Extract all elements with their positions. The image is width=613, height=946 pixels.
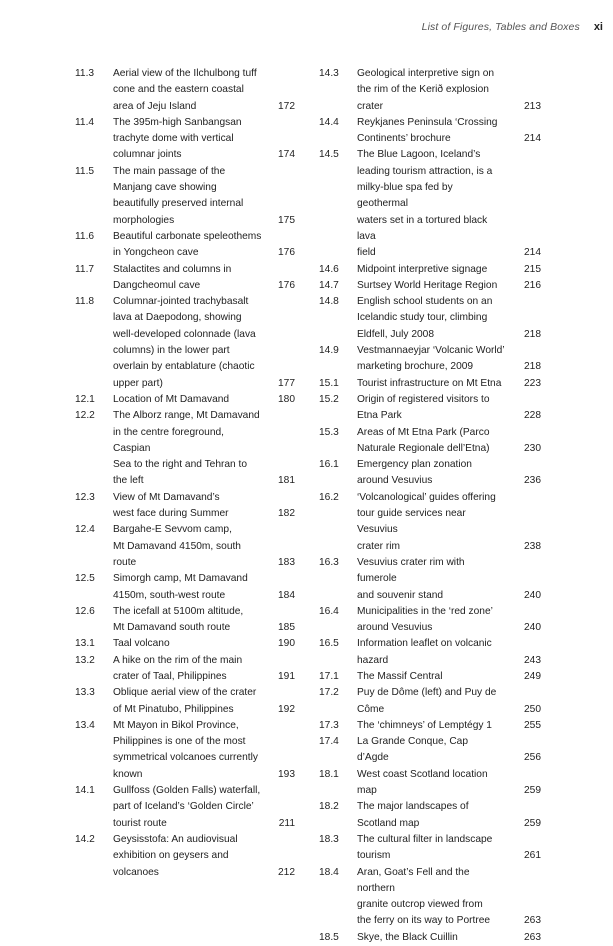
figure-page: 211 <box>278 817 295 829</box>
figure-caption <box>357 392 509 425</box>
figure-entry <box>75 408 295 489</box>
caption-line: Philippines is one of the most <box>113 736 246 748</box>
figure-entry <box>319 636 541 669</box>
figure-list-left-column <box>75 66 295 881</box>
figure-entry <box>319 147 541 261</box>
caption-line: Côme <box>357 703 385 715</box>
figure-page: 218 <box>524 361 541 373</box>
caption-line: Location of Mt Damavand <box>113 393 230 405</box>
caption-line: leading tourism attraction, is a <box>357 165 493 177</box>
caption-line: the rim of the Kerið explosion <box>357 84 489 96</box>
figure-caption <box>357 147 509 261</box>
figure-caption <box>113 653 268 686</box>
caption-line: Reykjanes Peninsula ‘Crossing <box>357 116 498 128</box>
caption-line: Eldfell, July 2008 <box>357 328 435 340</box>
figure-caption <box>113 685 268 718</box>
figure-caption <box>113 783 268 832</box>
caption-line: Origin of registered visitors to <box>357 393 490 405</box>
figure-caption <box>357 636 509 669</box>
figure-number: 16.1 <box>319 459 339 471</box>
figure-entry <box>75 115 295 164</box>
figure-entry <box>319 294 541 343</box>
caption-line: of Mt Pinatubo, Philippines <box>113 703 234 715</box>
figure-caption <box>357 376 509 392</box>
figure-page: 261 <box>524 850 541 862</box>
figure-entry <box>75 636 295 652</box>
figure-caption <box>357 604 509 637</box>
figure-entry <box>75 783 295 832</box>
figure-entry <box>319 669 541 685</box>
caption-line: upper part) <box>113 377 163 389</box>
figure-page: 223 <box>524 377 541 389</box>
figure-page: 174 <box>278 149 295 161</box>
figure-number: 14.9 <box>319 345 339 357</box>
figure-number: 13.1 <box>75 638 95 650</box>
caption-line: The icefall at 5100m altitude, <box>113 605 244 617</box>
figure-page: 255 <box>524 719 541 731</box>
figure-entry <box>319 734 541 767</box>
figure-page: 212 <box>278 866 295 878</box>
caption-line: Municipalities in the ‘red zone’ <box>357 605 493 617</box>
caption-line: tourism <box>357 850 391 862</box>
figure-number: 14.8 <box>319 296 339 308</box>
figure-page: 180 <box>278 393 295 405</box>
figure-number: 12.3 <box>75 491 95 503</box>
figure-number: 11.5 <box>75 165 95 177</box>
figure-number: 14.6 <box>319 263 339 275</box>
figure-caption <box>113 522 268 571</box>
figure-page: 256 <box>524 752 541 764</box>
caption-line: The Blue Lagoon, Iceland’s <box>357 149 481 161</box>
caption-line: The Alborz range, Mt Damavand <box>113 410 260 422</box>
figure-page: 176 <box>278 279 295 291</box>
figure-number: 18.3 <box>319 833 339 845</box>
figure-page: 243 <box>524 654 541 666</box>
figure-entry <box>319 425 541 458</box>
caption-line: trachyte dome with vertical <box>113 133 234 145</box>
figure-page: 236 <box>524 475 541 487</box>
caption-line: area of Jeju Island <box>113 100 197 112</box>
figure-entry <box>319 930 541 946</box>
figure-entry <box>319 865 541 930</box>
figure-entry <box>75 832 295 881</box>
figure-number: 16.4 <box>319 605 339 617</box>
figure-page: 172 <box>278 100 295 112</box>
caption-line: crater of Taal, Philippines <box>113 670 227 682</box>
caption-line: The cultural filter in landscape <box>357 833 493 845</box>
caption-line: Gullfoss (Golden Falls) waterfall, <box>113 785 261 797</box>
caption-line: around Vesuvius <box>357 475 433 487</box>
caption-line: Geological interpretive sign on <box>357 68 495 79</box>
caption-line: Vestmannaeyjar ‘Volcanic World’ <box>357 345 505 357</box>
figure-caption <box>113 66 268 115</box>
figure-entry <box>75 262 295 295</box>
figure-page: 192 <box>278 703 295 715</box>
caption-line: Aran, Goat’s Fell and the northern <box>357 866 470 894</box>
figure-list-right-column <box>319 66 541 946</box>
caption-line: Taal volcano <box>113 638 170 650</box>
figure-entry <box>75 294 295 392</box>
figure-page: 191 <box>278 670 295 682</box>
caption-line: field <box>357 247 376 259</box>
figure-number: 15.1 <box>319 377 339 389</box>
caption-line: Tourist infrastructure on Mt Etna <box>357 377 502 389</box>
caption-line: columnar joints <box>113 149 182 161</box>
figure-page: 214 <box>524 133 541 145</box>
figure-number: 16.3 <box>319 556 339 568</box>
caption-line: English school students on an <box>357 296 493 308</box>
caption-line: Skye, the Black Cuillin <box>357 931 458 943</box>
figure-caption <box>357 799 509 832</box>
figure-caption <box>113 490 268 523</box>
figure-caption <box>113 392 268 408</box>
figure-caption <box>113 229 268 262</box>
figure-page: 177 <box>278 377 295 389</box>
figure-entry <box>319 343 541 376</box>
caption-line: columns) in the lower part <box>113 345 230 357</box>
caption-line: part of Iceland’s ‘Golden Circle’ <box>113 801 254 813</box>
caption-line: Oblique aerial view of the crater <box>113 687 257 699</box>
figure-entry <box>319 604 541 637</box>
figure-entry <box>75 653 295 686</box>
caption-line: hazard <box>357 654 389 666</box>
figure-caption <box>357 555 509 604</box>
caption-line: The Massif Central <box>357 670 443 682</box>
figure-page: 213 <box>524 100 541 112</box>
figure-number: 18.2 <box>319 801 339 813</box>
caption-line: Icelandic study tour, climbing <box>357 312 488 324</box>
figure-entry <box>75 604 295 637</box>
caption-line: Emergency plan zonation <box>357 459 472 471</box>
caption-line: Scotland map <box>357 817 420 829</box>
figure-number: 12.4 <box>75 524 95 536</box>
figure-number: 14.1 <box>75 785 95 797</box>
caption-line: symmetrical volcanoes currently <box>113 752 258 764</box>
figure-caption <box>113 718 268 783</box>
figure-number: 14.2 <box>75 833 95 845</box>
figure-entry <box>319 718 541 734</box>
caption-line: exhibition on geysers and <box>113 850 229 862</box>
figure-page: 263 <box>524 931 541 943</box>
caption-line: lava at Daepodong, showing <box>113 312 242 324</box>
figure-number: 11.3 <box>75 68 95 79</box>
figure-entry <box>319 767 541 800</box>
figure-caption <box>357 66 509 115</box>
figure-number: 18.1 <box>319 768 339 780</box>
figure-entry <box>319 66 541 115</box>
figure-number: 15.3 <box>319 426 339 438</box>
caption-line: Mt Damavand 4150m, south <box>113 540 241 552</box>
figure-caption <box>113 604 268 637</box>
figure-caption <box>357 278 509 294</box>
figure-caption <box>113 164 268 229</box>
caption-line: Surtsey World Heritage Region <box>357 279 498 291</box>
figure-page: 240 <box>524 622 541 634</box>
caption-line: Stalactites and columns in <box>113 263 232 275</box>
figure-entry <box>75 164 295 229</box>
caption-line: overlain by entablature (chaotic <box>113 361 255 373</box>
figure-page: 182 <box>278 508 295 520</box>
figure-page: 181 <box>278 475 295 487</box>
figure-entry <box>319 392 541 425</box>
figure-caption <box>357 685 509 718</box>
caption-line: A hike on the rim of the main <box>113 654 243 666</box>
figure-number: 16.5 <box>319 638 339 650</box>
figure-caption <box>357 718 509 734</box>
figure-number: 13.2 <box>75 654 95 666</box>
figure-number: 11.6 <box>75 230 95 242</box>
figure-page: 193 <box>278 768 295 780</box>
caption-line: Information leaflet on volcanic <box>357 638 492 650</box>
figure-caption <box>113 294 268 392</box>
figure-number: 17.4 <box>319 736 339 748</box>
figure-caption <box>357 832 509 865</box>
caption-line: Manjang cave showing <box>113 182 217 194</box>
figure-caption <box>357 767 509 800</box>
figure-number: 16.2 <box>319 491 339 503</box>
figure-caption <box>113 408 268 489</box>
caption-line: volcanoes <box>113 866 159 878</box>
caption-line: The ‘chimneys’ of Lemptégy 1 <box>357 719 492 731</box>
caption-line: Continents’ brochure <box>357 133 451 145</box>
caption-line: the ferry on its way to Portree <box>357 915 491 927</box>
figure-page: 184 <box>278 589 295 601</box>
figure-caption <box>357 930 509 946</box>
figure-entry <box>319 832 541 865</box>
figure-entry <box>319 262 541 278</box>
figure-page: 176 <box>278 247 295 259</box>
figure-page: 214 <box>524 247 541 259</box>
figure-caption <box>357 425 509 458</box>
caption-line: crater <box>357 100 384 112</box>
figure-entry <box>319 555 541 604</box>
caption-line: in Yongcheon cave <box>113 247 199 259</box>
figure-caption <box>357 457 509 490</box>
figure-page: 240 <box>524 589 541 601</box>
caption-line: well-developed colonnade (lava <box>113 328 256 340</box>
figure-caption <box>113 115 268 164</box>
caption-line: tour guide services near Vesuvius <box>357 508 466 536</box>
caption-line: tourist route <box>113 817 167 829</box>
figure-caption <box>357 865 509 930</box>
figure-page: 263 <box>524 915 541 927</box>
figure-number: 14.3 <box>319 68 339 79</box>
caption-line: Beautiful carbonate speleothems <box>113 230 262 242</box>
caption-line: Dangcheomul cave <box>113 279 201 291</box>
figure-number: 12.1 <box>75 393 95 405</box>
caption-line: Vesuvius crater rim with fumerole <box>357 556 465 585</box>
figure-caption <box>113 571 268 604</box>
caption-line: Mt Damavand south route <box>113 622 231 634</box>
caption-line: the left <box>113 475 144 487</box>
figure-caption <box>113 636 268 652</box>
figure-number: 14.5 <box>319 149 339 161</box>
figure-entry <box>75 685 295 718</box>
figure-caption <box>113 832 268 881</box>
figure-entry <box>75 522 295 571</box>
figure-page: 216 <box>524 279 541 291</box>
caption-line: route <box>113 556 137 568</box>
caption-line: granite outcrop viewed from <box>357 899 483 911</box>
caption-line: west face during Summer <box>113 508 229 520</box>
caption-line: Columnar-jointed trachybasalt <box>113 296 249 308</box>
figure-page: 230 <box>524 442 541 454</box>
figure-entry <box>319 490 541 555</box>
caption-line: Midpoint interpretive signage <box>357 263 488 275</box>
figure-entry <box>75 718 295 783</box>
caption-line: La Grande Conque, Cap <box>357 736 469 748</box>
page-number: xi <box>593 21 603 33</box>
caption-line: cone and the eastern coastal <box>113 84 244 96</box>
figure-number: 17.3 <box>319 719 339 731</box>
caption-line: Mt Mayon in Bikol Province, <box>113 719 239 731</box>
figure-page: 183 <box>278 556 295 568</box>
figure-caption <box>357 294 509 343</box>
figure-caption <box>357 669 509 685</box>
running-header-title: List of Figures, Tables and Boxes <box>421 21 580 33</box>
caption-line: Sea to the right and Tehran to <box>113 459 248 471</box>
figure-entry <box>319 685 541 718</box>
figure-number: 11.7 <box>75 263 95 275</box>
caption-line: around Vesuvius <box>357 622 433 634</box>
figure-entry <box>75 66 295 115</box>
figure-entry <box>75 229 295 262</box>
figure-page: 228 <box>524 410 541 422</box>
caption-line: morphologies <box>113 214 175 226</box>
figure-number: 18.4 <box>319 866 339 878</box>
caption-line: Naturale Regionale dell’Etna) <box>357 442 490 454</box>
caption-line: d’Agde <box>357 752 389 764</box>
figure-entry <box>319 115 541 148</box>
caption-line: ‘Volcanological’ guides offering <box>357 491 496 503</box>
caption-line: known <box>113 768 143 780</box>
figure-caption <box>113 262 268 295</box>
figure-number: 11.4 <box>75 116 95 128</box>
figure-caption <box>357 262 509 278</box>
caption-line: Aerial view of the Ilchulbong tuff <box>113 68 257 79</box>
running-header <box>422 19 603 35</box>
figure-entry <box>319 457 541 490</box>
figure-number: 15.2 <box>319 393 339 405</box>
caption-line: Puy de Dôme (left) and Puy de <box>357 687 497 699</box>
caption-line: in the centre foreground, Caspian <box>113 426 225 454</box>
figure-number: 12.5 <box>75 573 95 585</box>
figure-number: 17.2 <box>319 687 339 699</box>
figure-entry <box>75 571 295 604</box>
figure-page: 250 <box>524 703 541 715</box>
figure-caption <box>357 490 509 555</box>
caption-line: milky-blue spa fed by geothermal <box>357 182 453 210</box>
figure-number: 13.3 <box>75 687 95 699</box>
caption-line: 4150m, south-west route <box>113 589 226 601</box>
caption-line: waters set in a tortured black lava <box>357 214 488 242</box>
caption-line: West coast Scotland location <box>357 768 488 780</box>
caption-line: View of Mt Damavand’s <box>113 491 220 503</box>
figure-page: 218 <box>524 328 541 340</box>
figure-page: 215 <box>524 263 541 275</box>
figure-number: 12.6 <box>75 605 95 617</box>
caption-line: and souvenir stand <box>357 589 444 601</box>
figure-entry <box>75 490 295 523</box>
figure-number: 12.2 <box>75 410 95 422</box>
figure-page: 249 <box>524 670 541 682</box>
caption-line: The major landscapes of <box>357 801 469 813</box>
caption-line: marketing brochure, 2009 <box>357 361 474 373</box>
figure-caption <box>357 115 509 148</box>
figure-number: 14.4 <box>319 116 339 128</box>
caption-line: The main passage of the <box>113 165 226 177</box>
caption-line: map <box>357 785 377 797</box>
caption-line: Areas of Mt Etna Park (Parco <box>357 426 490 438</box>
figure-entry <box>75 392 295 408</box>
caption-line: Etna Park <box>357 410 402 422</box>
caption-line: The 395m-high Sanbangsan <box>113 116 242 128</box>
caption-line: Geysisstofa: An audiovisual <box>113 833 238 845</box>
figure-entry <box>319 376 541 392</box>
figure-page: 259 <box>524 817 541 829</box>
figure-number: 14.7 <box>319 279 339 291</box>
figure-caption <box>357 343 509 376</box>
figure-number: 13.4 <box>75 719 95 731</box>
figure-page: 175 <box>278 214 295 226</box>
caption-line: Bargahe-E Sevvom camp, <box>113 524 232 536</box>
figure-page: 190 <box>278 638 295 650</box>
figure-page: 185 <box>278 622 295 634</box>
figure-caption <box>357 734 509 767</box>
caption-line: Simorgh camp, Mt Damavand <box>113 573 248 585</box>
figure-number: 18.5 <box>319 931 339 943</box>
figure-page: 259 <box>524 785 541 797</box>
figure-number: 17.1 <box>319 670 339 682</box>
figure-page: 238 <box>524 540 541 552</box>
figure-entry <box>319 799 541 832</box>
figure-number: 11.8 <box>75 296 95 308</box>
caption-line: beautifully preserved internal <box>113 198 244 210</box>
figure-entry <box>319 278 541 294</box>
caption-line: crater rim <box>357 540 401 552</box>
